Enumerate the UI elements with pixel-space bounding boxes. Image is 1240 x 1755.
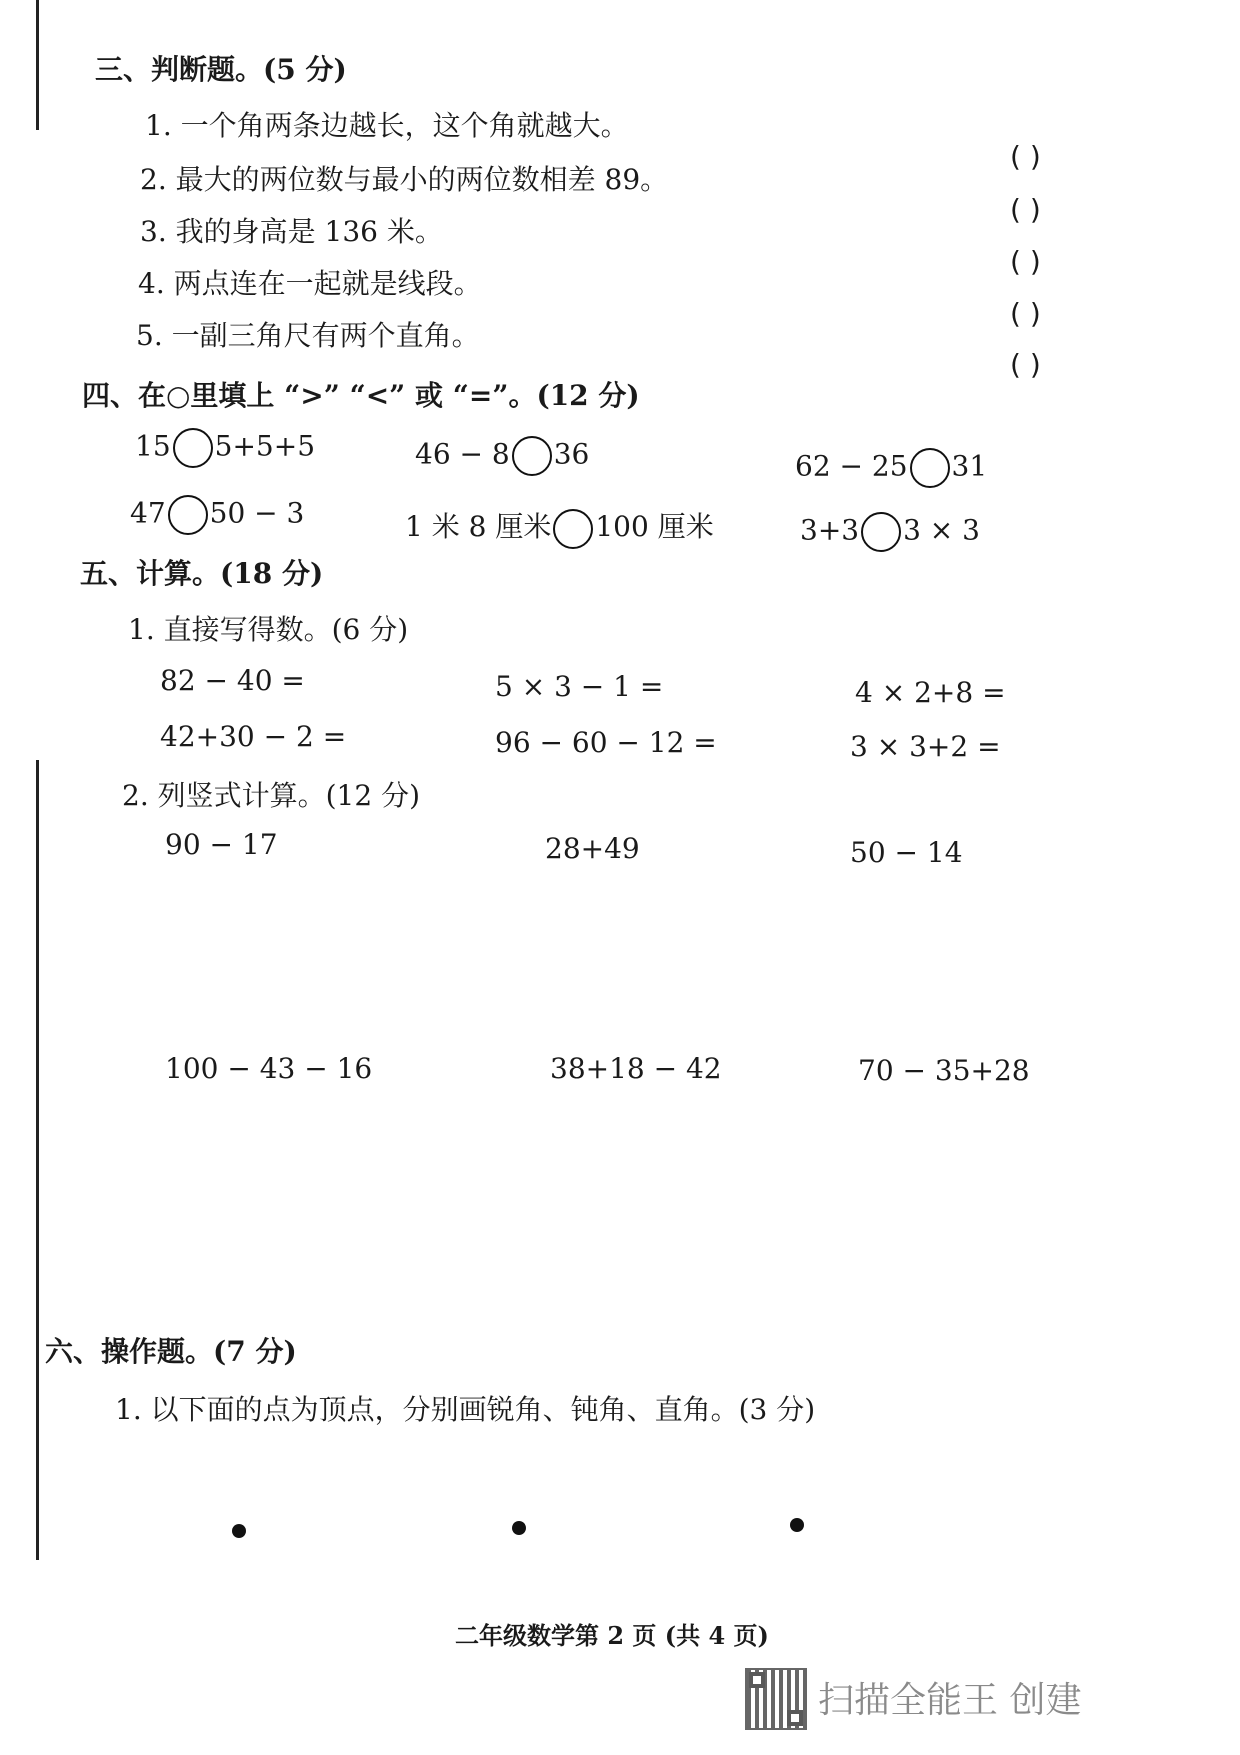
compare-2-left: 46 − 8 bbox=[415, 437, 510, 471]
judge-item-4: 4. 两点连在一起就是线段。 bbox=[138, 267, 482, 300]
section5-sub1: 1. 直接写得数。(6 分) bbox=[128, 613, 409, 646]
compare-2-right: 36 bbox=[553, 437, 590, 471]
vertical-calc-5: 38+18 − 42 bbox=[550, 1052, 722, 1085]
compare-circle-2[interactable] bbox=[512, 436, 552, 476]
vertical-calc-1: 90 − 17 bbox=[165, 828, 278, 861]
binding-margin-line-top bbox=[36, 0, 39, 130]
compare-6-left: 3+3 bbox=[800, 513, 860, 547]
compare-4-left: 47 bbox=[130, 496, 166, 530]
judge-item-1: 1. 一个角两条边越长，这个角就越大。 bbox=[145, 109, 629, 142]
vertical-calc-3: 50 − 14 bbox=[850, 836, 963, 869]
direct-calc-5: 96 − 60 − 12 = bbox=[495, 726, 717, 759]
direct-calc-2: 5 × 3 − 1 = bbox=[495, 670, 664, 703]
compare-1-left: 15 bbox=[135, 429, 171, 463]
vertex-point-2[interactable] bbox=[512, 1521, 526, 1535]
answer-paren-4[interactable]: ( ) bbox=[1010, 297, 1041, 330]
vertical-calc-2: 28+49 bbox=[545, 832, 640, 865]
compare-6 bbox=[800, 512, 980, 552]
compare-1 bbox=[135, 428, 315, 468]
binding-margin-line-bottom bbox=[36, 760, 39, 1560]
compare-4 bbox=[130, 495, 304, 535]
compare-circle-6[interactable] bbox=[861, 512, 901, 552]
judge-item-5: 5. 一副三角尺有两个直角。 bbox=[136, 319, 480, 352]
compare-5-right: 100 厘米 bbox=[595, 510, 714, 543]
compare-3-left: 62 − 25 bbox=[795, 449, 908, 483]
judge-item-3: 3. 我的身高是 136 米。 bbox=[140, 215, 443, 248]
section6-sub1: 1. 以下面的点为顶点，分别画锐角、钝角、直角。(3 分) bbox=[115, 1393, 816, 1426]
compare-circle-1[interactable] bbox=[173, 428, 213, 468]
compare-circle-3[interactable] bbox=[910, 448, 950, 488]
vertex-point-1[interactable] bbox=[232, 1524, 246, 1538]
direct-calc-6: 3 × 3+2 = bbox=[850, 730, 1001, 763]
vertical-calc-4: 100 − 43 − 16 bbox=[165, 1052, 373, 1085]
answer-paren-1[interactable]: ( ) bbox=[1010, 140, 1041, 173]
qr-code-icon bbox=[745, 1668, 807, 1730]
compare-5 bbox=[405, 505, 714, 549]
answer-paren-2[interactable]: ( ) bbox=[1010, 193, 1041, 226]
section6-title: 六、操作题。(7 分) bbox=[45, 1335, 297, 1368]
section5-sub2: 2. 列竖式计算。(12 分) bbox=[122, 779, 420, 812]
section3-title: 三、判断题。(5 分) bbox=[95, 53, 347, 86]
answer-paren-3[interactable]: ( ) bbox=[1010, 245, 1041, 278]
section5-title: 五、计算。(18 分) bbox=[80, 557, 324, 590]
vertex-point-3[interactable] bbox=[790, 1518, 804, 1532]
answer-paren-5[interactable]: ( ) bbox=[1010, 348, 1041, 381]
page-footer: 二年级数学第 2 页 (共 4 页) bbox=[455, 1621, 769, 1650]
compare-4-right: 50 − 3 bbox=[209, 496, 305, 530]
compare-2 bbox=[415, 436, 589, 476]
judge-item-2: 2. 最大的两位数与最小的两位数相差 89。 bbox=[140, 163, 669, 196]
vertical-calc-6: 70 − 35+28 bbox=[858, 1054, 1030, 1087]
compare-6-right: 3 × 3 bbox=[903, 513, 980, 547]
direct-calc-3: 4 × 2+8 = bbox=[855, 676, 1006, 709]
compare-3-right: 31 bbox=[951, 449, 988, 483]
direct-calc-4: 42+30 − 2 = bbox=[160, 720, 347, 753]
section4-title: 四、在○里填上 “>” “<” 或 “=”。(12 分) bbox=[82, 379, 640, 412]
compare-3 bbox=[795, 448, 987, 488]
direct-calc-1: 82 − 40 = bbox=[160, 664, 305, 697]
compare-circle-5[interactable] bbox=[553, 509, 593, 549]
scanner-watermark: 扫描全能王 创建 bbox=[818, 1680, 1082, 1721]
compare-circle-4[interactable] bbox=[168, 495, 208, 535]
compare-1-right: 5+5+5 bbox=[214, 429, 316, 463]
compare-5-left: 1 米 8 厘米 bbox=[405, 510, 552, 543]
